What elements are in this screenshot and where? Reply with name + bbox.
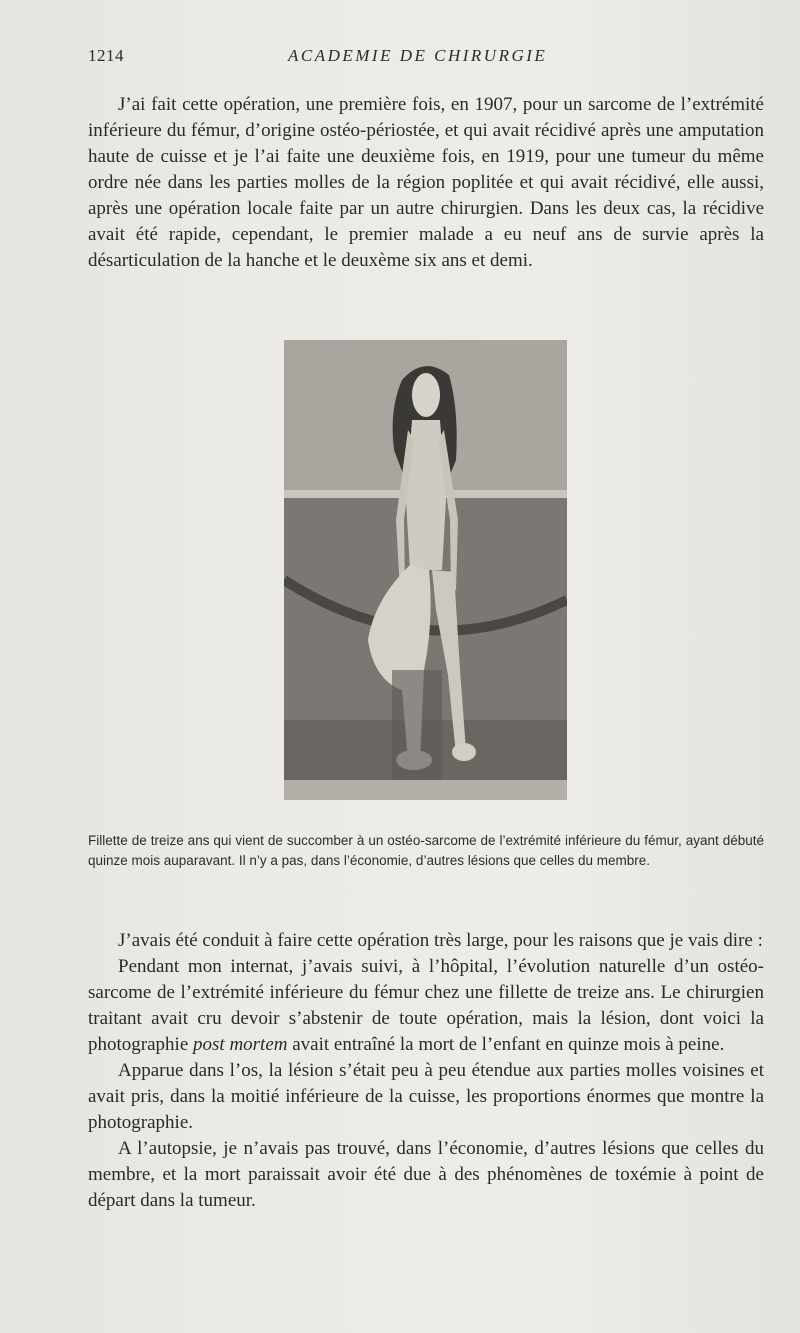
italic-phrase: post mortem — [193, 1034, 288, 1055]
paragraph: J’avais été conduit à faire cette opération très large, pour les raisons que je vais dire : — [118, 930, 763, 951]
caption-text: Fillette de treize ans qui vient de succomber à un ostéo-sarcome de l’extrémité inférieure du fémur, ayant débuté quinze mois auparavant. Il n’y a pas, dans l’économie, d’autres lésions que celles du membre. — [88, 833, 764, 868]
text-run: avait entraîné la mort de l’enfant en quinze mois à peine. — [287, 1034, 725, 1055]
page-header — [88, 46, 764, 74]
photograph-image — [284, 340, 567, 800]
figure-caption — [88, 831, 764, 871]
figure-photograph — [284, 340, 567, 800]
running-title: ACADEMIE DE CHIRURGIE — [288, 46, 548, 65]
paragraph: A l’autopsie, je n’avais pas trouvé, dans l’économie, d’autres lésions que celles du membre, et la mort paraissait avoir été due à des phénomènes de toxémie à point de départ dans la tumeur. — [88, 1138, 764, 1211]
page-number: 1214 — [88, 46, 124, 65]
paragraph — [88, 954, 764, 1058]
text-run: Pendant mon internat, j’avais suivi, à l’hôpital, l’évolution naturelle d’un ostéo-sarcome de l’extrémité inférieure du fémur chez une fillette de treize ans. Le chirurgien traitant avait cru devoir s’abstenir de toute opération, mais la lésion, dont voici la photographie — [88, 956, 764, 1055]
text-block-top — [88, 92, 764, 274]
text-block-bottom — [88, 928, 764, 1214]
paragraph: Apparue dans l’os, la lésion s’était peu à peu étendue aux parties molles voisines et avait pris, dans la moitié inférieure de la cuisse, les proportions énormes que montre la photographie. — [88, 1060, 764, 1133]
paragraph: J’ai fait cette opération, une première fois, en 1907, pour un sarcome de l’extrémité inférieure du fémur, d’origine ostéo-périostée, et qui avait récidivé après une amputation haute de cuisse et je l’ai faite une deuxième fois, en 1919, pour une tumeur du même ordre née dans les parties molles de la région poplitée et qui avait récidivé, elle aussi, après une opération locale faite par un autre chirurgien. Dans les deux cas, la récidive avait été rapide, cependant, le premier malade a eu neuf ans de survie après la désarticulation de la hanche et le deuxème six ans et demi. — [88, 94, 764, 271]
